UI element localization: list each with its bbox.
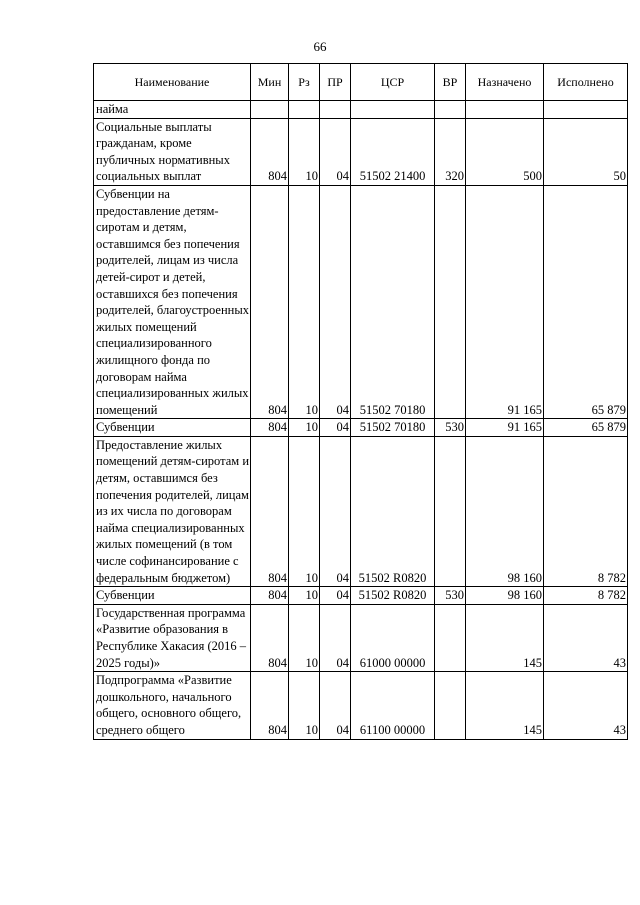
row-executed	[544, 101, 628, 119]
row-vr	[435, 101, 466, 119]
row-vr: 530	[435, 419, 466, 437]
row-pr: 04	[320, 604, 351, 671]
row-rz: 10	[289, 587, 320, 605]
header-min: Мин	[251, 64, 289, 101]
row-min: 804	[251, 604, 289, 671]
header-pr: ПР	[320, 64, 351, 101]
header-row	[94, 64, 628, 101]
row-csr: 51502 21400	[351, 118, 435, 185]
row-rz: 10	[289, 436, 320, 586]
table-row	[94, 419, 628, 437]
row-csr	[351, 101, 435, 119]
row-executed: 50	[544, 118, 628, 185]
header-csr: ЦСР	[351, 64, 435, 101]
row-min: 804	[251, 672, 289, 739]
row-csr: 51502 70180	[351, 419, 435, 437]
table-row	[94, 118, 628, 185]
row-pr	[320, 101, 351, 119]
row-name: Социальные выплаты гражданам, кроме публичных нормативных социальных выплат	[94, 118, 251, 185]
row-vr	[435, 185, 466, 418]
table-row	[94, 587, 628, 605]
row-vr	[435, 604, 466, 671]
row-csr: 51502 R0820	[351, 587, 435, 605]
row-assigned: 500	[466, 118, 544, 185]
row-min: 804	[251, 436, 289, 586]
table-row	[94, 185, 628, 418]
budget-table	[93, 63, 628, 740]
row-name: Подпрограмма «Развитие дошкольного, начального общего, основного общего, среднего общего	[94, 672, 251, 739]
row-executed: 8 782	[544, 587, 628, 605]
row-executed: 43	[544, 604, 628, 671]
page-number: 66	[313, 39, 327, 54]
row-assigned: 98 160	[466, 436, 544, 586]
row-assigned: 91 165	[466, 419, 544, 437]
row-pr: 04	[320, 436, 351, 586]
row-assigned: 145	[466, 604, 544, 671]
table-row	[94, 101, 628, 119]
row-rz: 10	[289, 604, 320, 671]
row-csr: 61100 00000	[351, 672, 435, 739]
row-vr	[435, 436, 466, 586]
header-assigned: Назначено	[466, 64, 544, 101]
row-executed: 8 782	[544, 436, 628, 586]
row-csr: 51502 R0820	[351, 436, 435, 586]
row-min	[251, 101, 289, 119]
row-executed: 65 879	[544, 419, 628, 437]
row-name: найма	[94, 101, 251, 119]
row-rz: 10	[289, 118, 320, 185]
header-rz: Рз	[289, 64, 320, 101]
row-pr: 04	[320, 587, 351, 605]
row-rz	[289, 101, 320, 119]
row-csr: 61000 00000	[351, 604, 435, 671]
row-assigned: 91 165	[466, 185, 544, 418]
table-row	[94, 604, 628, 671]
row-min: 804	[251, 587, 289, 605]
header-vr: ВР	[435, 64, 466, 101]
header-executed: Исполнено	[544, 64, 628, 101]
table-row	[94, 672, 628, 739]
table-row	[94, 436, 628, 586]
row-vr: 530	[435, 587, 466, 605]
row-name: Субвенции	[94, 587, 251, 605]
row-assigned	[466, 101, 544, 119]
row-min: 804	[251, 419, 289, 437]
row-name: Предоставление жилых помещений детям-сиротам и детям, оставшимся без попечения родителей, лицам из их числа по договорам найма специализированных жилых помещений (в том числе софинансирование с федеральным бюджетом)	[94, 436, 251, 586]
header-name: Наименование	[94, 64, 251, 101]
row-assigned: 145	[466, 672, 544, 739]
row-pr: 04	[320, 419, 351, 437]
row-min: 804	[251, 185, 289, 418]
row-rz: 10	[289, 419, 320, 437]
row-pr: 04	[320, 185, 351, 418]
row-min: 804	[251, 118, 289, 185]
row-executed: 65 879	[544, 185, 628, 418]
row-name: Субвенции на предоставление детям-сиротам и детям, оставшимся без попечения родителей, лицам из числа детей-сирот и детей, оставшихся без попечения родителей, благоустроенных жилых помещений специализированного жилищного фонда по договорам найма специализированных жилых помещений	[94, 185, 251, 418]
row-assigned: 98 160	[466, 587, 544, 605]
row-pr: 04	[320, 118, 351, 185]
row-executed: 43	[544, 672, 628, 739]
row-vr	[435, 672, 466, 739]
row-name: Субвенции	[94, 419, 251, 437]
row-vr: 320	[435, 118, 466, 185]
row-pr: 04	[320, 672, 351, 739]
row-rz: 10	[289, 185, 320, 418]
row-csr: 51502 70180	[351, 185, 435, 418]
row-rz: 10	[289, 672, 320, 739]
row-name: Государственная программа «Развитие образования в Республике Хакасия (2016 – 2025 годы)»	[94, 604, 251, 671]
